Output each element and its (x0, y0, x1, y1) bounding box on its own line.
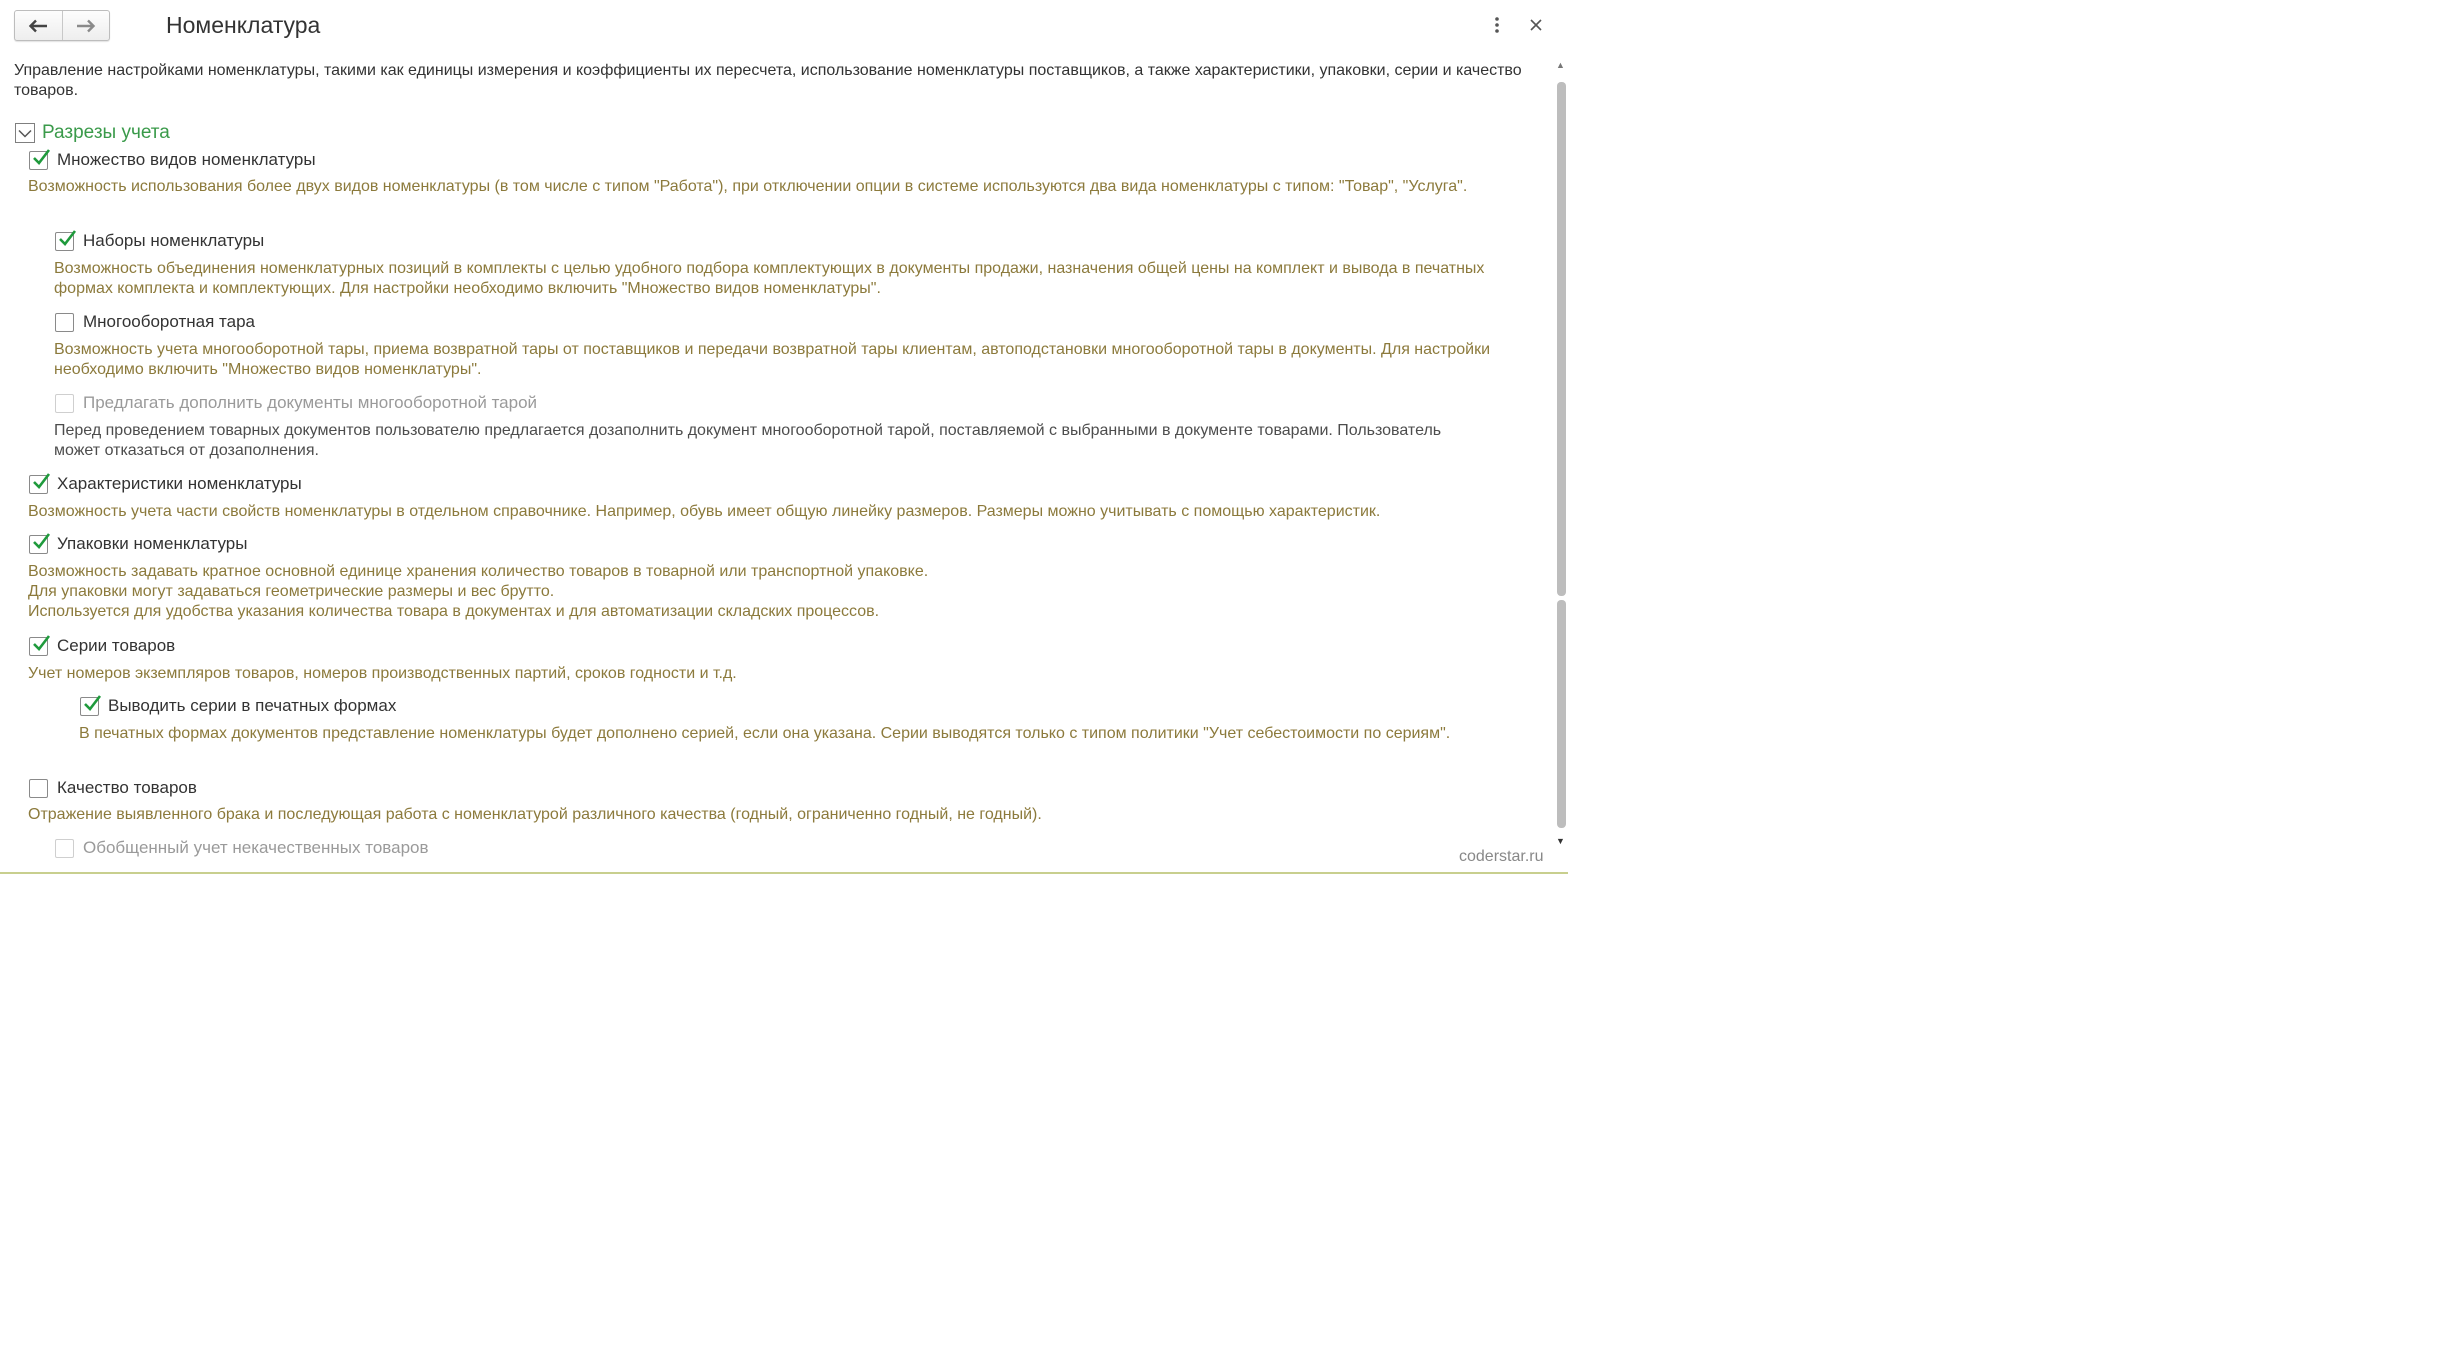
arrow-right-icon (76, 19, 96, 33)
checkbox[interactable] (55, 313, 74, 332)
group-collapse-toggle[interactable] (15, 123, 35, 143)
option-hint: Возможность задавать кратное основной единице хранения количество товаров в товарной или транспортной упаковке. Для упаковки могут задаваться геометрические размеры и вес брутто. Используется для удобства указания количества товара в документах и для автоматизации складских процессов. (28, 563, 929, 620)
scrollbar-thumb[interactable] (1557, 82, 1566, 596)
option-mnozhestvo-vidov[interactable] (29, 149, 316, 171)
scroll-up-icon[interactable]: ▲ (1556, 60, 1565, 70)
option-hint: Возможность использования более двух видов номенклатуры (в том числе с типом "Работа"), при отключении опции в системе используются два вида номенклатуры с типом: "Товар", "Услуга". (28, 178, 1468, 195)
checkbox[interactable] (55, 232, 74, 251)
chevron-down-icon (18, 129, 32, 138)
group-title: Разрезы учета (42, 122, 170, 143)
watermark: coderstar.ru (1459, 848, 1544, 865)
form-description: Управление настройками номенклатуры, такими как единицы измерения и коэффициенты их пересчета, использование номенклатуры поставщиков, а также характеристики, упаковки, серии и качество товаров. (14, 62, 1522, 99)
back-button[interactable] (15, 11, 62, 40)
option-hint: Учет номеров экземпляров товаров, номеров производственных партий, сроков годности и т.д. (28, 665, 737, 682)
forward-button[interactable] (62, 11, 110, 40)
option-hint: В печатных формах документов представление номенклатуры будет дополнено серией, если она указана. Серии выводятся только с типом политики "Учет себестоимости по сериям". (79, 725, 1451, 742)
option-kachestvo[interactable] (29, 777, 197, 799)
checkbox[interactable] (29, 779, 48, 798)
scroll-down-icon[interactable]: ▼ (1556, 836, 1565, 846)
option-label: Множество видов номенклатуры (57, 150, 316, 169)
checkbox (55, 839, 74, 858)
option-hint: Возможность учета многооборотной тары, приема возвратной тары от поставщиков и передачи возвратной тары клиентам, автоподстановки многооборотной тары в документы. Для настройки необходимо включить "Множество видов номенклатуры". (54, 341, 1491, 378)
settings-panel (0, 52, 1553, 872)
option-hint: Возможность объединения номенклатурных позиций в комплекты с целью удобного подбора комплектующих в документы продажи, назначения общей цены на комплект и вывода в печатных формах комплекта и комплектующих. Для настройки необходимо включить "Множество видов номенклатуры". (54, 260, 1485, 297)
option-label: Характеристики номенклатуры (57, 474, 302, 493)
option-hint: Перед проведением товарных документов пользователю предлагается дозаполнить документ многооборотной тарой, поставляемой с выбранными в документе товарами. Пользователь может отказаться от дозаполнения. (54, 422, 1442, 459)
checkmark-icon (31, 147, 51, 167)
checkbox[interactable] (80, 697, 99, 716)
option-predlagat-dopolnit (55, 392, 537, 414)
checkmark-icon (31, 471, 51, 491)
option-mnogooborotnaya-tara[interactable] (55, 311, 255, 333)
option-obobschennyi-uchet (55, 837, 429, 859)
bottom-border (0, 872, 1568, 874)
title-bar (0, 0, 1568, 52)
option-serii[interactable] (29, 635, 175, 657)
option-label: Предлагать дополнить документы многооборотной тарой (83, 393, 538, 412)
checkmark-icon (31, 633, 51, 653)
arrow-left-icon (28, 19, 48, 33)
option-label: Качество товаров (57, 778, 197, 797)
option-label: Серии товаров (57, 636, 176, 655)
checkbox[interactable] (29, 637, 48, 656)
option-label: Многооборотная тара (83, 312, 255, 331)
option-vyvodit-serii[interactable] (80, 695, 396, 717)
option-label: Обобщенный учет некачественных товаров (83, 838, 429, 857)
option-nabory[interactable] (55, 230, 264, 252)
option-label: Наборы номенклатуры (83, 231, 265, 250)
option-harakteristiki[interactable] (29, 473, 302, 495)
checkmark-icon (82, 693, 102, 713)
option-label: Выводить серии в печатных формах (108, 696, 397, 715)
option-label: Упаковки номенклатуры (57, 534, 248, 553)
close-icon[interactable] (1527, 16, 1545, 34)
scrollbar-track-lower[interactable] (1557, 600, 1566, 828)
checkbox[interactable] (29, 151, 48, 170)
checkbox[interactable] (29, 475, 48, 494)
checkmark-icon (31, 531, 51, 551)
navigation-buttons (14, 10, 110, 41)
checkmark-icon (57, 228, 77, 248)
group-header-razrezy[interactable] (14, 121, 170, 145)
option-upakovki[interactable] (29, 533, 247, 555)
more-vertical-icon[interactable] (1489, 15, 1505, 35)
checkbox (55, 394, 74, 413)
checkbox[interactable] (29, 535, 48, 554)
option-hint: Отражение выявленного брака и последующая работа с номенклатурой различного качества (годный, ограниченно годный, не годный). (28, 806, 1042, 823)
page-title: Номенклатура (166, 12, 321, 38)
option-hint: Возможность учета части свойств номенклатуры в отдельном справочнике. Например, обувь имеет общую линейку размеров. Размеры можно учитывать с помощью характеристик. (28, 503, 1381, 520)
